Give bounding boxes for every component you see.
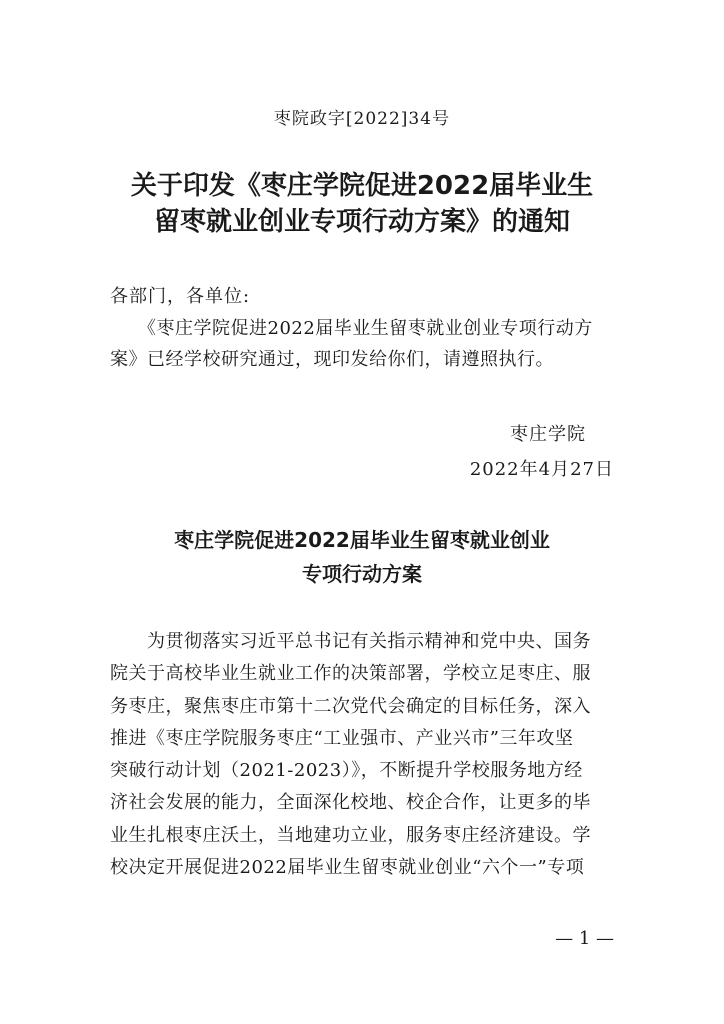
paragraph-line: 案》已经学校研究通过，现印发给你们，请遵照执行。 — [110, 349, 554, 370]
plan-title-line: 枣庄学院促进2022届毕业生留枣就业创业 — [174, 528, 550, 552]
plan-paragraph — [110, 626, 614, 884]
paragraph-line: 业生扎根枣庄沃土，当地建功立业，服务枣庄经济建设。学 — [110, 824, 591, 846]
salutation: 各部门，各单位: — [110, 286, 251, 307]
paragraph-line: 校决定开展促进2022届毕业生留枣就业创业“六个一”专项 — [110, 857, 585, 879]
signature-date: 2022年4月27日 — [469, 459, 614, 480]
notice-title-line: 关于印发《枣庄学院促进2022届毕业生 — [130, 171, 594, 201]
paragraph-line: 《枣庄学院促进2022届毕业生留枣就业创业专项行动方 — [110, 318, 593, 339]
notice-paragraph — [110, 313, 614, 375]
page-number: — 1 — — [555, 928, 614, 949]
paragraph-line: 济社会发展的能力，全面深化校地、校企合作，让更多的毕 — [110, 792, 591, 814]
paragraph-line: 突破行动计划（2021-2023）》，不断提升学校服务地方经 — [110, 760, 583, 782]
plan-title-line: 专项行动方案 — [302, 562, 422, 586]
paragraph-line: 院关于高校毕业生就业工作的决策部署，学校立足枣庄、服 — [110, 663, 591, 685]
signature-organization: 枣庄学院 — [510, 424, 586, 445]
document-number: 枣院政字[2022]34号 — [273, 109, 451, 129]
notice-title — [0, 168, 724, 240]
plan-title — [0, 523, 724, 591]
notice-title-line: 留枣就业创业专项行动方案》的通知 — [153, 207, 570, 237]
paragraph-line: 推进《枣庄学院服务枣庄“工业强市、产业兴市”三年攻坚 — [110, 727, 574, 749]
paragraph-line: 为贯彻落实习近平总书记有关指示精神和党中央、国务 — [110, 631, 591, 652]
paragraph-line: 务枣庄，聚焦枣庄市第十二次党代会确定的目标任务，深入 — [110, 695, 591, 717]
